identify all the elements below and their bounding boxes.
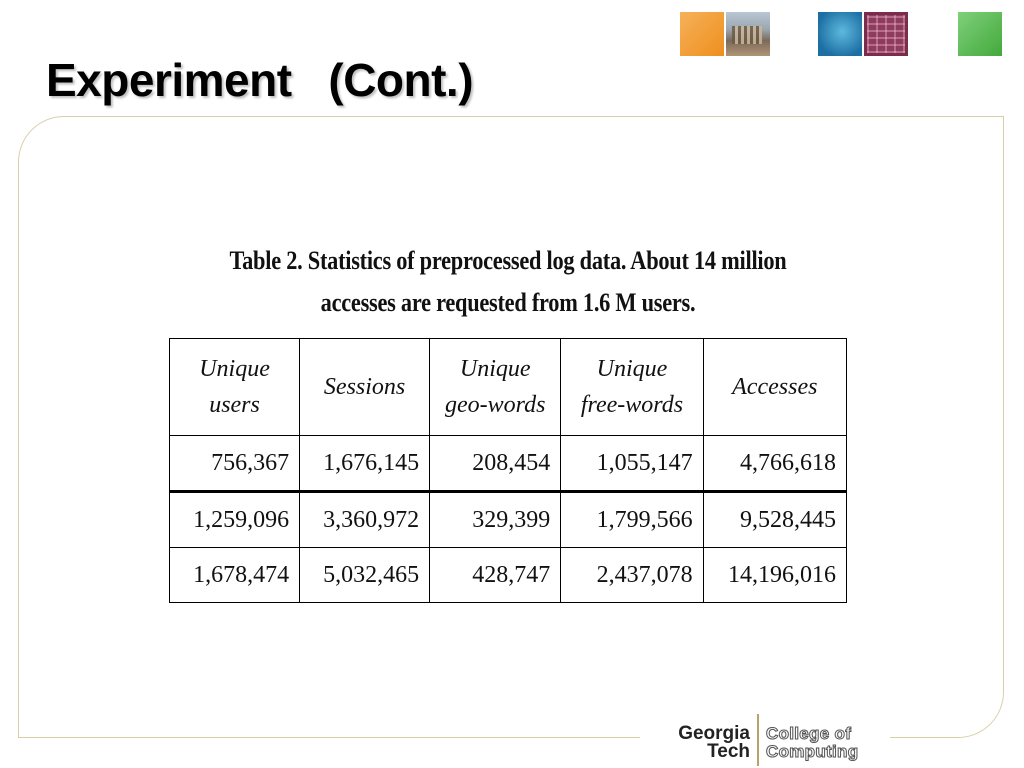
table-header-row	[170, 339, 847, 436]
table-cell: 1,676,145	[300, 436, 430, 492]
circuit-board-photo-icon	[864, 12, 908, 56]
table-cell: 1,678,474	[170, 548, 300, 603]
table-cell: 3,360,972	[300, 492, 430, 548]
table-row	[170, 436, 847, 492]
table-cell: 5,032,465	[300, 548, 430, 603]
column-header-sessions	[300, 339, 430, 436]
building-photo-icon	[726, 12, 770, 56]
table-row	[170, 548, 847, 603]
table-caption	[216, 240, 801, 324]
column-header-line: Unique	[199, 356, 270, 382]
column-header-line: users	[209, 392, 260, 418]
table-row	[170, 492, 847, 548]
orange-square-icon	[680, 12, 724, 56]
table-caption-line-2: accesses are requested from 1.6 M users.	[320, 288, 696, 317]
table-figure	[168, 240, 848, 603]
column-header-line: Unique	[459, 356, 531, 382]
column-header-line: geo-words	[444, 392, 546, 418]
statistics-table	[169, 338, 847, 603]
column-header-accesses	[703, 339, 846, 436]
column-header-line: Sessions	[323, 374, 406, 400]
column-header-line: free-words	[580, 392, 684, 418]
logo-georgia-text: Georgia	[678, 723, 750, 744]
blue-square-icon	[818, 12, 862, 56]
column-header-line: Accesses	[732, 374, 818, 400]
table-cell: 1,799,566	[561, 492, 703, 548]
table-cell: 14,196,016	[703, 548, 846, 603]
table-caption-line-1: Table 2. Statistics of preprocessed log data. About 14 million	[229, 246, 787, 275]
header-tiles	[680, 12, 1004, 58]
table-cell: 208,454	[430, 436, 561, 492]
slide-title: Experiment (Cont.)	[46, 54, 474, 106]
logo-college-of-text: College of	[766, 724, 852, 743]
table-cell: 756,367	[170, 436, 300, 492]
logo-tech-text: Tech	[707, 741, 750, 762]
column-header-line: Unique	[596, 356, 668, 382]
column-header-unique-free-words	[561, 339, 703, 436]
table-cell: 1,055,147	[561, 436, 703, 492]
table-cell: 9,528,445	[703, 492, 846, 548]
logo-computing-text: Computing	[766, 742, 859, 761]
table-cell: 428,747	[430, 548, 561, 603]
table-cell: 2,437,078	[561, 548, 703, 603]
column-header-unique-users	[170, 339, 300, 436]
georgia-tech-college-of-computing-logo	[640, 712, 900, 768]
logo-divider	[757, 714, 759, 766]
table-cell: 1,259,096	[170, 492, 300, 548]
column-header-unique-geo-words	[430, 339, 561, 436]
table-cell: 329,399	[430, 492, 561, 548]
green-square-icon	[958, 12, 1002, 56]
table-cell: 4,766,618	[703, 436, 846, 492]
